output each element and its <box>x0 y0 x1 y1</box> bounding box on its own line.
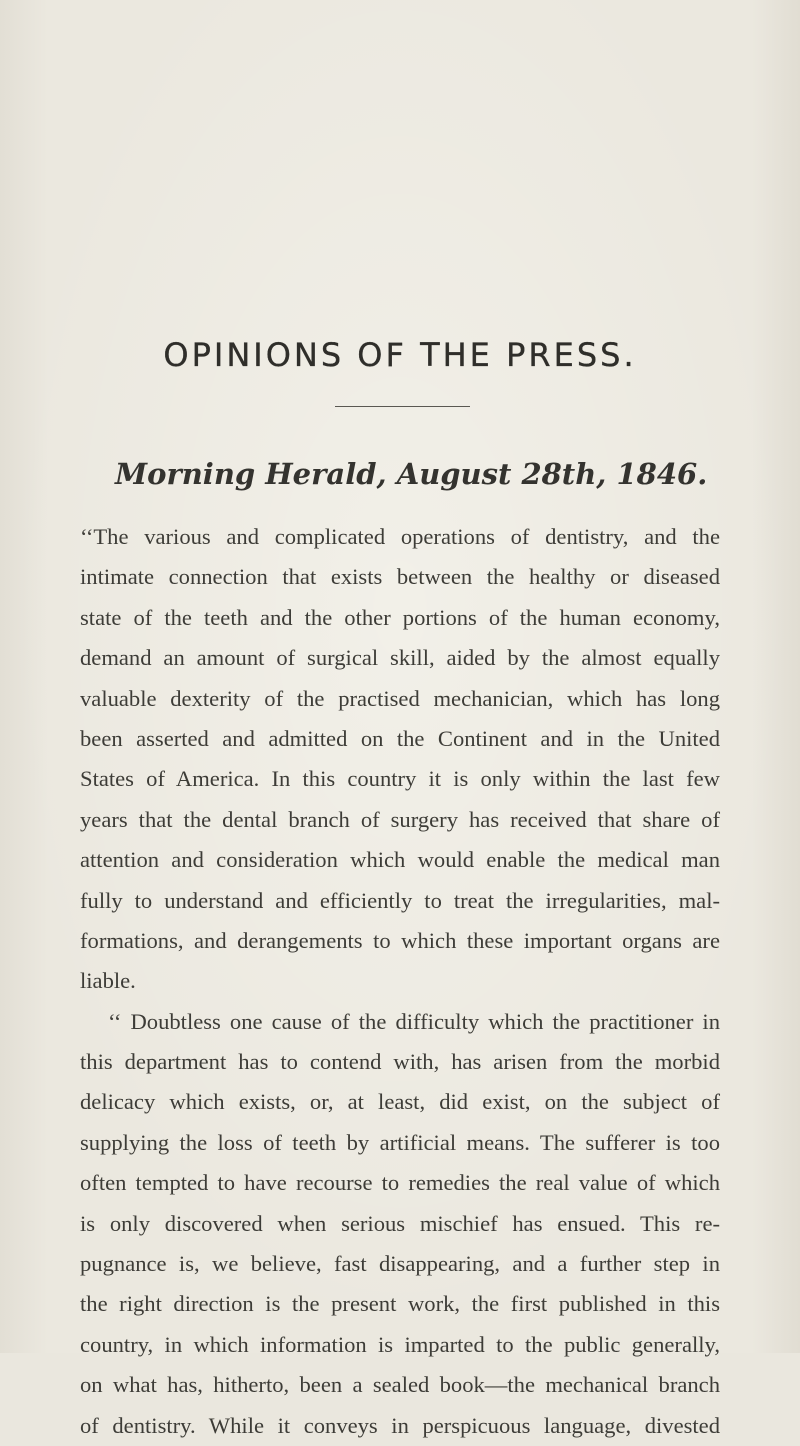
text-line: been asserted and admitted on the Continent and in the United <box>80 725 720 751</box>
text-line: States of America. In this country it is only within the last few <box>80 766 720 792</box>
text-line: the right direction is the present work, the first published in this <box>80 1291 720 1317</box>
heading-divider <box>335 406 470 407</box>
text-line: fully to understand and efficiently to treat the irregularities, mal- <box>80 887 720 913</box>
text-line: on what has, hitherto, been a sealed book—the mechanical branch <box>80 1372 720 1398</box>
text-line: of dentistry. While it conveys in perspicuous language, divested <box>80 1412 720 1438</box>
text-line: ‘‘ Doubtless one cause of the difficulty which the practitioner in <box>108 1008 720 1034</box>
text-line: intimate connection that exists between the healthy or diseased <box>80 564 720 590</box>
text-line: demand an amount of surgical skill, aided by the almost equally <box>80 645 720 671</box>
text-line: often tempted to have recourse to remedies the real value of which <box>80 1170 720 1196</box>
source-citation: Morning Herald, August 28th, 1846. <box>115 457 708 491</box>
text-line: delicacy which exists, or, at least, did exist, on the subject of <box>80 1089 720 1115</box>
text-line: pugnance is, we believe, fast disappearing, and a further step in <box>80 1251 720 1277</box>
page-heading: OPINIONS OF THE PRESS. <box>163 336 637 374</box>
text-line: supplying the loss of teeth by artificial means. The sufferer is too <box>80 1129 720 1155</box>
text-line: years that the dental branch of surgery has received that share of <box>80 806 720 832</box>
text-line: state of the teeth and the other portions of the human economy, <box>80 604 720 630</box>
text-line: attention and consideration which would enable the medical man <box>80 847 720 873</box>
text-line: liable. <box>80 968 136 994</box>
text-line: ‘‘The various and complicated operations of dentistry, and the <box>80 524 720 549</box>
quoted-review <box>80 517 720 1446</box>
text-line: is only discovered when serious mischief has ensued. This re- <box>80 1210 720 1236</box>
text-line: country, in which information is imparted to the public generally, <box>80 1331 720 1357</box>
text-line: formations, and derangements to which these important organs are <box>80 927 720 953</box>
text-line: valuable dexterity of the practised mechanician, which has long <box>80 685 720 711</box>
text-line: this department has to contend with, has arisen from the morbid <box>80 1049 720 1075</box>
